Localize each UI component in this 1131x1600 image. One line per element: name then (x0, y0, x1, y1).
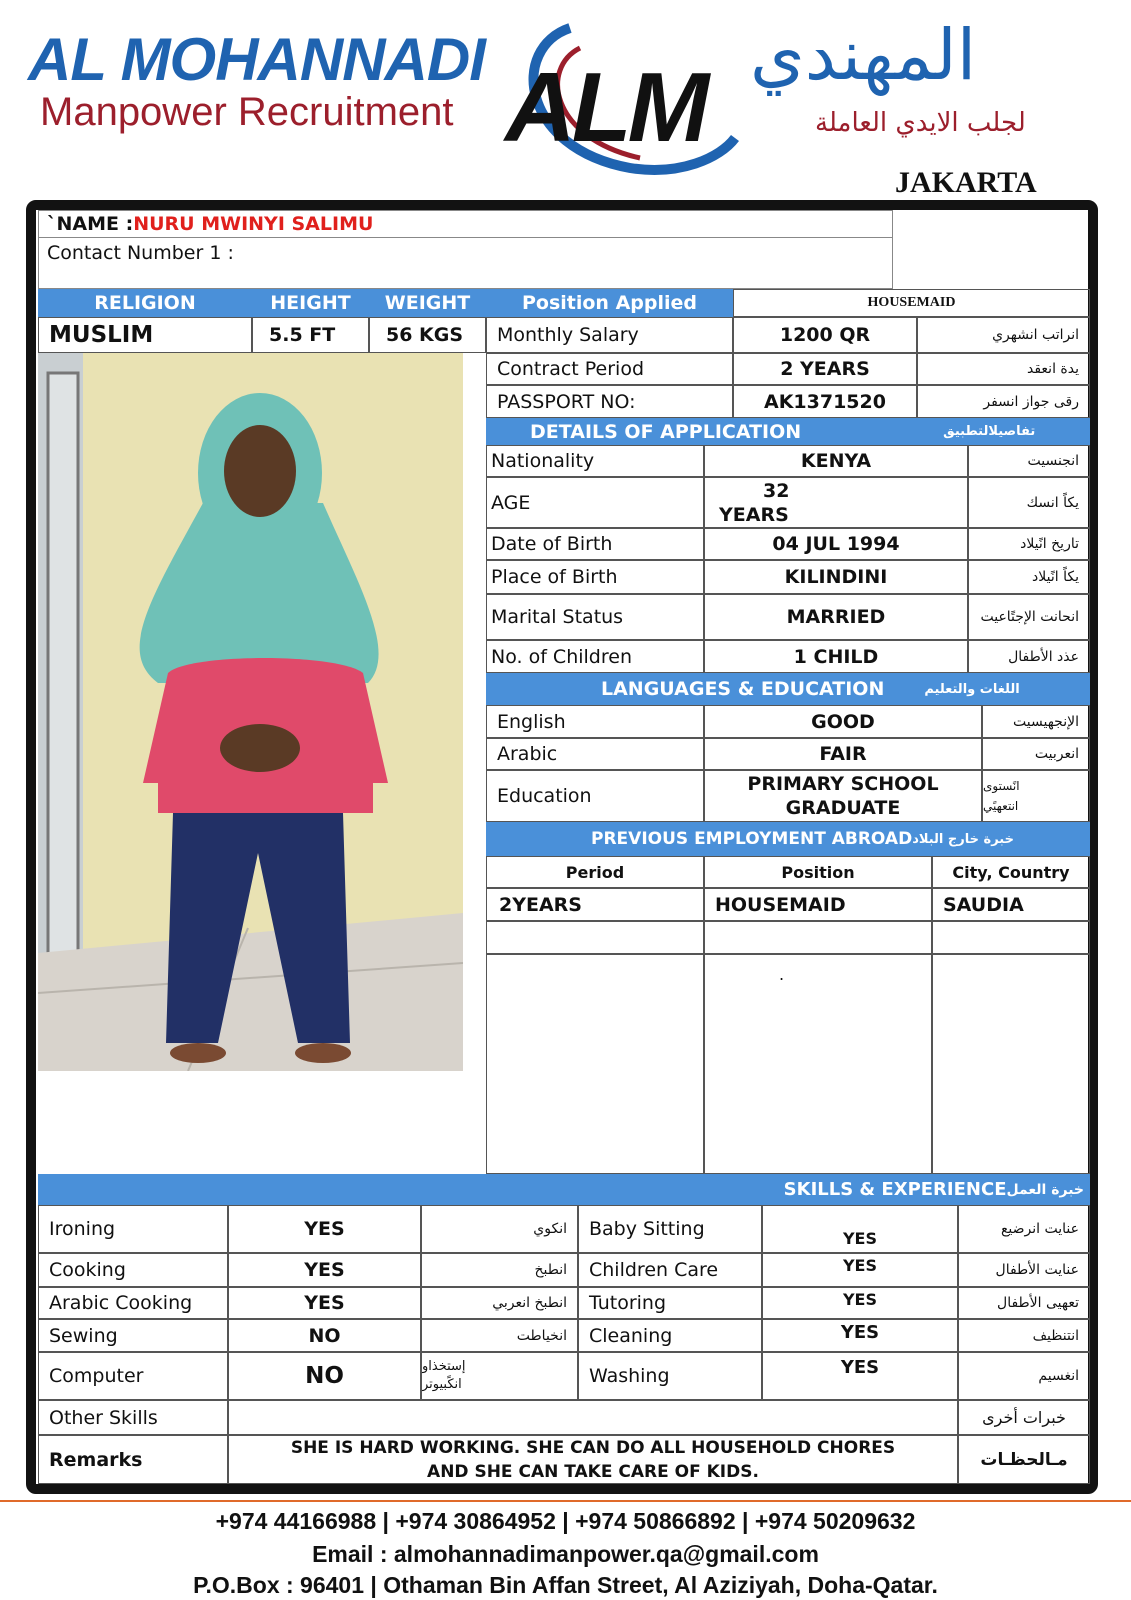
nationality-value: KENYA (704, 445, 968, 477)
skill-ironing-label: Ironing (38, 1205, 228, 1253)
age-value (704, 477, 968, 528)
children-value: 1 CHILD (704, 640, 968, 673)
passport-arabic: رقى جواز انسفر (917, 385, 1090, 418)
skill-baby-sitting-arabic: عنايت انرضيع (958, 1205, 1090, 1253)
other-skills-arabic: خبرات أخرى (958, 1400, 1090, 1435)
remarks-label: Remarks (38, 1435, 228, 1484)
brand-name: AL MOHANNADI (28, 26, 485, 93)
brand-subtitle-arabic: لجلب الايدي العاملة (815, 108, 1026, 138)
skill-children-care-label: Children Care (578, 1253, 762, 1287)
remarks-value (228, 1435, 958, 1484)
passport-value: AK1371520 (733, 385, 917, 418)
skill-arabic-cooking-arabic: انطبخ انعربي (421, 1287, 578, 1319)
skill-tutoring-label: Tutoring (578, 1287, 762, 1319)
employment-col-city: City, Country (932, 856, 1090, 888)
religion-header: RELIGION (38, 289, 252, 317)
education-arabic-line2: انتعهيًي (983, 799, 1019, 813)
english-arabic: الإنجهيسيت (982, 705, 1090, 738)
name-label: `NAME : (47, 213, 134, 235)
skill-washing-value: YES (762, 1352, 958, 1400)
other-skills-value (228, 1400, 958, 1435)
pob-value: KILINDINI (704, 560, 968, 594)
skill-arabic-cooking-label: Arabic Cooking (38, 1287, 228, 1319)
skills-title-arabic: خبرة العمل (1006, 1181, 1084, 1198)
children-arabic: عذد الأطفال (968, 640, 1090, 673)
passport-label: PASSPORT NO: (486, 385, 733, 418)
skill-cooking-label: Cooking (38, 1253, 228, 1287)
height-value: 5.5 FT (252, 317, 369, 353)
arabic-arabic: انعربيت (982, 738, 1090, 770)
applicant-name: NURU MWINYI SALIMU (133, 213, 374, 235)
marital-arabic: انحانت الإجتًاعيت (968, 594, 1090, 640)
employment-city: SAUDIA (932, 888, 1090, 921)
details-header (486, 418, 1090, 445)
contact-row (38, 237, 893, 289)
remarks-arabic: مـالحظـات (958, 1435, 1090, 1484)
details-title-arabic: تفاصيلالتطبيق (943, 424, 1036, 439)
languages-header (486, 673, 1090, 705)
skill-sewing-arabic: انخياطت (421, 1319, 578, 1352)
employment-empty-row (704, 921, 932, 954)
footer-address: P.O.Box : 96401 | Othaman Bin Affan Street, Al Aziziyah, Doha-Qatar. (193, 1572, 938, 1598)
skill-baby-sitting-label: Baby Sitting (578, 1205, 762, 1253)
education-arabic-line1: انًستوى (983, 779, 1020, 793)
brand-subtitle: Manpower Recruitment (40, 90, 454, 134)
english-value: GOOD (704, 705, 982, 738)
skill-arabic-cooking-value: YES (228, 1287, 421, 1319)
footer-email: Email : almohannadimanpower.qa@gmail.com (312, 1541, 819, 1567)
pob-label: Place of Birth (486, 560, 704, 594)
skill-ironing-arabic: انكوي (421, 1205, 578, 1253)
footer-divider (0, 1500, 1131, 1502)
skill-cooking-value: YES (228, 1253, 421, 1287)
employment-position: HOUSEMAID (704, 888, 932, 921)
skill-ironing-value: YES (228, 1205, 421, 1253)
brand-logo-alm: ALM (505, 52, 706, 162)
other-skills-label: Other Skills (38, 1400, 228, 1435)
languages-title: LANGUAGES & EDUCATION (601, 678, 885, 700)
skill-cleaning-label: Cleaning (578, 1319, 762, 1352)
arabic-value: FAIR (704, 738, 982, 770)
employment-empty-area (486, 954, 704, 1174)
skill-children-care-value: YES (762, 1253, 958, 1287)
languages-title-arabic: اللغات والتعليم (924, 681, 1020, 697)
dob-label: Date of Birth (486, 528, 704, 560)
skill-computer-arabic-line2: انكًبيوتر (422, 1377, 462, 1392)
education-value (704, 770, 982, 822)
stray-dot: . (779, 965, 785, 984)
english-label: English (486, 705, 704, 738)
salary-value: 1200 QR (733, 317, 917, 353)
footer-phones: +974 44166988 | +974 30864952 | +974 50866892 | +974 50209632 (215, 1508, 916, 1534)
education-arabic (982, 770, 1090, 822)
skill-children-care-arabic: عنايت الأطفال (958, 1253, 1090, 1287)
employment-period: 2YEARS (486, 888, 704, 921)
skill-computer-arabic (421, 1352, 578, 1400)
nationality-label: Nationality (486, 445, 704, 477)
skill-sewing-value: NO (228, 1319, 421, 1352)
skill-washing-label: Washing (578, 1352, 762, 1400)
weight-header: WEIGHT (369, 289, 486, 317)
pob-arabic: يكاً انًيلاد (968, 560, 1090, 594)
age-unit: YEARS (719, 503, 789, 526)
skills-header (38, 1174, 1090, 1205)
skill-tutoring-arabic: تعهيى الأطفال (958, 1287, 1090, 1319)
nationality-arabic: انجنسيت (968, 445, 1090, 477)
contact-label: Contact Number 1 : (47, 242, 234, 264)
employment-col-position: Position (704, 856, 932, 888)
position-header: Position Applied (486, 289, 733, 317)
weight-value: 56 KGS (369, 317, 486, 353)
applicant-photo (38, 353, 463, 1071)
marital-value: MARRIED (704, 594, 968, 640)
employment-title: PREVIOUS EMPLOYMENT ABROAD (591, 829, 913, 849)
employment-empty-row (932, 921, 1090, 954)
age-number: 32 (763, 479, 790, 502)
salary-label: Monthly Salary (486, 317, 733, 353)
arabic-label: Arabic (486, 738, 704, 770)
education-value-line1: PRIMARY SCHOOL (747, 773, 939, 795)
employment-header (486, 822, 1090, 856)
employment-title-arabic: خبرة خارج البلاد (912, 831, 1014, 847)
contract-period-label: Contract Period (486, 353, 733, 385)
education-label: Education (486, 770, 704, 822)
name-row (38, 210, 893, 238)
skill-cleaning-arabic: انتنظيف (958, 1319, 1090, 1352)
remarks-line2: AND SHE CAN TAKE CARE OF KIDS. (427, 1461, 759, 1482)
skill-computer-value: NO (228, 1352, 421, 1400)
skill-sewing-label: Sewing (38, 1319, 228, 1352)
employment-col-period: Period (486, 856, 704, 888)
dob-value: 04 JUL 1994 (704, 528, 968, 560)
remarks-line1: SHE IS HARD WORKING. SHE CAN DO ALL HOUSEHOLD CHORES (290, 1437, 896, 1458)
contract-period-arabic: يدة انعقد (917, 353, 1090, 385)
religion-value: MUSLIM (38, 317, 252, 353)
employment-empty-area (932, 954, 1090, 1174)
brand-name-arabic: المهندي (750, 14, 977, 96)
skills-title: SKILLS & EXPERIENCE (783, 1179, 1007, 1200)
employment-empty-row (486, 921, 704, 954)
dob-arabic: تاريخ انًيلاد (968, 528, 1090, 560)
position-value: HOUSEMAID (733, 289, 1090, 317)
skill-tutoring-value: YES (762, 1287, 958, 1319)
contract-period-value: 2 YEARS (733, 353, 917, 385)
skill-baby-sitting-value: YES (762, 1205, 958, 1253)
skill-computer-label: Computer (38, 1352, 228, 1400)
children-label: No. of Children (486, 640, 704, 673)
marital-label: Marital Status (486, 594, 704, 640)
office-city: JAKARTA (895, 166, 1037, 199)
height-header: HEIGHT (252, 289, 369, 317)
education-value-line2: GRADUATE (785, 797, 901, 819)
employment-empty-area (704, 954, 932, 1174)
age-label: AGE (486, 477, 704, 528)
skill-computer-arabic-line1: إستخذاو (422, 1359, 466, 1374)
skill-washing-arabic: انغسيم (958, 1352, 1090, 1400)
age-arabic: يكاً انسك (968, 477, 1090, 528)
salary-label-arabic: انراتب انشهري (917, 317, 1090, 353)
details-title: DETAILS OF APPLICATION (530, 420, 802, 443)
skill-cleaning-value: YES (762, 1319, 958, 1352)
skill-cooking-arabic: انطبخ (421, 1253, 578, 1287)
